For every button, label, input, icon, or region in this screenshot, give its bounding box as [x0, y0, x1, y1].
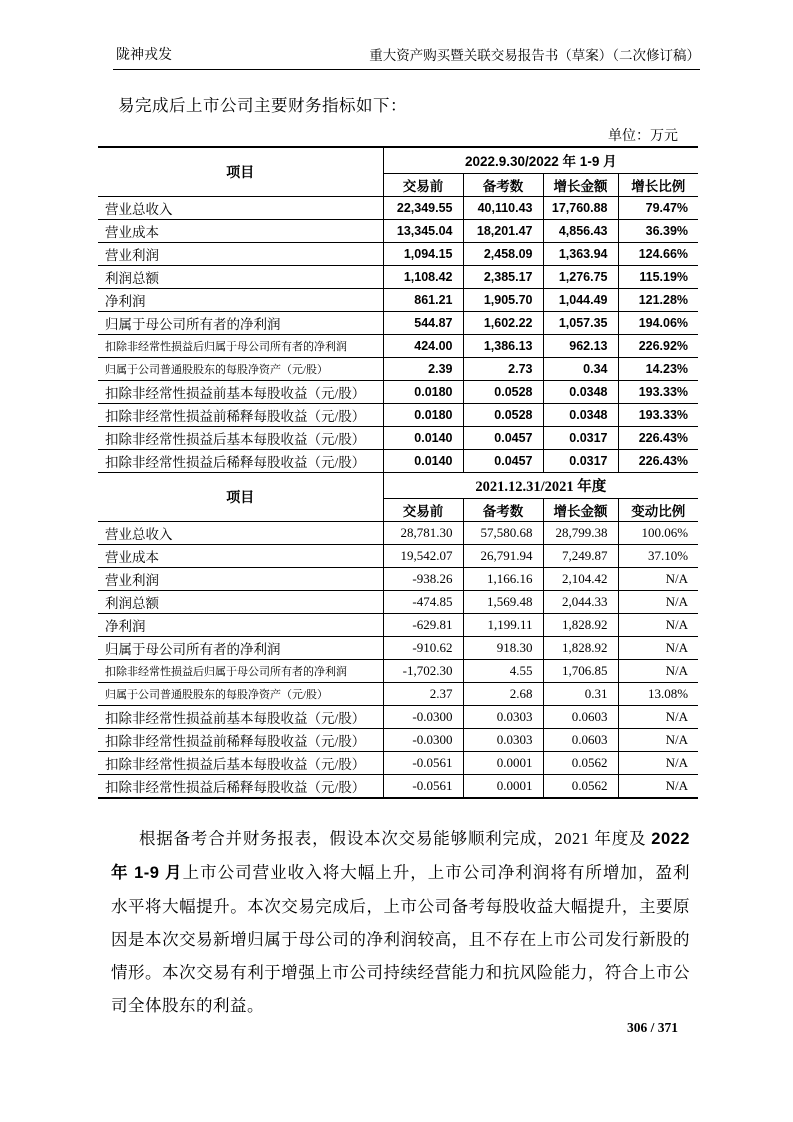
item-cell: 利润总额 [98, 265, 383, 288]
value-cell: -0.0300 [383, 706, 463, 729]
table-row [98, 729, 698, 752]
value-cell: N/A [618, 729, 698, 752]
item-cell: 利润总额 [98, 591, 383, 614]
item-cell: 营业总收入 [98, 522, 383, 545]
value-cell: 1,706.85 [543, 660, 618, 683]
value-cell: N/A [618, 706, 698, 729]
value-cell: 36.39% [618, 219, 698, 242]
value-cell: 40,110.43 [463, 196, 543, 219]
value-cell: -629.81 [383, 614, 463, 637]
value-cell: 121.28% [618, 288, 698, 311]
value-cell: 18,201.47 [463, 219, 543, 242]
value-cell: 0.0001 [463, 752, 543, 775]
paragraph-segment-bold: 2022 年 1-9 月 [111, 830, 690, 882]
value-cell: 226.43% [618, 449, 698, 472]
value-cell: 1,828.92 [543, 637, 618, 660]
value-cell: 2,458.09 [463, 242, 543, 265]
table-body [98, 522, 698, 798]
item-cell: 归属于母公司所有者的净利润 [98, 311, 383, 334]
paragraph-segment: 根据备考合并财务报表，假设本次交易能够顺利完成，2021 年度及 [139, 829, 652, 848]
value-cell: 193.33% [618, 403, 698, 426]
value-cell: -938.26 [383, 568, 463, 591]
column-header-cell: 交易前 [383, 173, 463, 196]
financial-table-2022 [98, 146, 698, 472]
value-cell: 100.06% [618, 522, 698, 545]
value-cell: 0.0603 [543, 706, 618, 729]
value-cell: 226.43% [618, 426, 698, 449]
value-cell: 1,108.42 [383, 265, 463, 288]
value-cell: N/A [618, 660, 698, 683]
table-row [98, 775, 698, 798]
value-cell: 544.87 [383, 311, 463, 334]
value-cell: 14.23% [618, 357, 698, 380]
value-cell: 0.0140 [383, 426, 463, 449]
value-cell: 0.0457 [463, 449, 543, 472]
table-header-row [98, 473, 698, 499]
table-row [98, 311, 698, 334]
table-row [98, 752, 698, 775]
value-cell: -0.0561 [383, 752, 463, 775]
value-cell: 1,166.16 [463, 568, 543, 591]
value-cell: 2.37 [383, 683, 463, 706]
value-cell: 13.08% [618, 683, 698, 706]
table-row [98, 637, 698, 660]
column-header-cell: 增长比例 [618, 173, 698, 196]
column-header-cell: 备考数 [463, 173, 543, 196]
item-cell: 营业利润 [98, 242, 383, 265]
item-cell: 扣除非经常性损益后基本每股收益（元/股） [98, 752, 383, 775]
value-cell: 79.47% [618, 196, 698, 219]
header-right-text: 重大资产购买暨关联交易报告书（草案）（二次修订稿） [369, 48, 700, 63]
page-number: 306 / 371 [626, 1020, 678, 1035]
value-cell: 0.0348 [543, 380, 618, 403]
period-header-cell: 2022.9.30/2022 年 1-9 月 [383, 147, 698, 173]
item-cell: 营业成本 [98, 219, 383, 242]
table-row [98, 545, 698, 568]
table-row [98, 265, 698, 288]
value-cell: 1,044.49 [543, 288, 618, 311]
item-cell: 净利润 [98, 614, 383, 637]
value-cell: 424.00 [383, 334, 463, 357]
value-cell: 0.0303 [463, 706, 543, 729]
value-cell: 1,569.48 [463, 591, 543, 614]
body-paragraph [111, 822, 690, 1022]
table-row [98, 449, 698, 472]
item-cell: 营业总收入 [98, 196, 383, 219]
intro-text: 易完成后上市公司主要财务指标如下： [118, 96, 407, 115]
item-cell: 归属于公司普通股股东的每股净资产（元/股） [98, 683, 383, 706]
table-row [98, 426, 698, 449]
item-cell: 净利润 [98, 288, 383, 311]
item-cell: 扣除非经常性损益后基本每股收益（元/股） [98, 426, 383, 449]
value-cell: 2.73 [463, 357, 543, 380]
column-header-cell: 备考数 [463, 499, 543, 522]
value-cell: 0.0140 [383, 449, 463, 472]
value-cell: 37.10% [618, 545, 698, 568]
value-cell: 0.0457 [463, 426, 543, 449]
value-cell: -1,702.30 [383, 660, 463, 683]
value-cell: 2,385.17 [463, 265, 543, 288]
column-header-cell: 增长金额 [543, 499, 618, 522]
item-cell: 扣除非经常性损益后归属于母公司所有者的净利润 [98, 334, 383, 357]
value-cell: 13,345.04 [383, 219, 463, 242]
value-cell: 1,276.75 [543, 265, 618, 288]
value-cell: 0.34 [543, 357, 618, 380]
paragraph-segment: 上市公司营业收入将大幅上升，上市公司净利润将有所增加，盈利水平将大幅提升。本次交易完成后，上市公司备考每股收益大幅提升，主要原因是本次交易新增归属于母公司的净利润较高，且不存在上市公司发行新股的情形。本次交易有利于增强上市公司持续经营能力和抗风险能力，符合上市公司全体股东的利益。 [111, 863, 690, 1015]
value-cell: 0.0562 [543, 752, 618, 775]
item-cell: 归属于母公司所有者的净利润 [98, 637, 383, 660]
column-header-cell: 变动比例 [618, 499, 698, 522]
value-cell: 28,781.30 [383, 522, 463, 545]
value-cell: 0.0603 [543, 729, 618, 752]
column-header-cell: 交易前 [383, 499, 463, 522]
value-cell: 4.55 [463, 660, 543, 683]
header-left-text: 陇神戎发 [116, 48, 172, 63]
table-row [98, 706, 698, 729]
item-cell: 营业利润 [98, 568, 383, 591]
value-cell: -0.0300 [383, 729, 463, 752]
page-header [113, 44, 700, 70]
item-cell: 扣除非经常性损益后稀释每股收益（元/股） [98, 449, 383, 472]
item-cell: 扣除非经常性损益前稀释每股收益（元/股） [98, 729, 383, 752]
value-cell: 7,249.87 [543, 545, 618, 568]
value-cell: -910.62 [383, 637, 463, 660]
value-cell: 2.68 [463, 683, 543, 706]
table-body [98, 196, 698, 472]
value-cell: 17,760.88 [543, 196, 618, 219]
value-cell: 26,791.94 [463, 545, 543, 568]
value-cell: 1,094.15 [383, 242, 463, 265]
value-cell: 2.39 [383, 357, 463, 380]
value-cell: N/A [618, 591, 698, 614]
value-cell: 861.21 [383, 288, 463, 311]
table-row [98, 334, 698, 357]
item-cell: 扣除非经常性损益前基本每股收益（元/股） [98, 706, 383, 729]
value-cell: 28,799.38 [543, 522, 618, 545]
value-cell: 0.0528 [463, 403, 543, 426]
value-cell: N/A [618, 568, 698, 591]
table-row [98, 380, 698, 403]
value-cell: 57,580.68 [463, 522, 543, 545]
table-row [98, 614, 698, 637]
value-cell: 1,057.35 [543, 311, 618, 334]
item-cell: 扣除非经常性损益后归属于母公司所有者的净利润 [98, 660, 383, 683]
table-row [98, 683, 698, 706]
value-cell: 0.31 [543, 683, 618, 706]
item-header-cell: 项目 [98, 147, 383, 196]
table-row [98, 288, 698, 311]
value-cell: 4,856.43 [543, 219, 618, 242]
value-cell: 0.0348 [543, 403, 618, 426]
value-cell: 19,542.07 [383, 545, 463, 568]
value-cell: 0.0180 [383, 403, 463, 426]
value-cell: 115.19% [618, 265, 698, 288]
value-cell: 0.0317 [543, 426, 618, 449]
table-row [98, 219, 698, 242]
item-header-cell: 项目 [98, 473, 383, 522]
value-cell: 1,602.22 [463, 311, 543, 334]
value-cell: 0.0303 [463, 729, 543, 752]
value-cell: 1,905.70 [463, 288, 543, 311]
value-cell: 918.30 [463, 637, 543, 660]
table-row [98, 660, 698, 683]
table-row [98, 522, 698, 545]
unit-label: 单位：万元 [608, 129, 678, 144]
table-row [98, 403, 698, 426]
financial-table-2021 [98, 472, 698, 799]
value-cell: 226.92% [618, 334, 698, 357]
item-cell: 扣除非经常性损益后稀释每股收益（元/股） [98, 775, 383, 798]
value-cell: 0.0180 [383, 380, 463, 403]
column-header-cell: 增长金额 [543, 173, 618, 196]
value-cell: N/A [618, 614, 698, 637]
value-cell: 0.0317 [543, 449, 618, 472]
value-cell: 0.0528 [463, 380, 543, 403]
value-cell: 962.13 [543, 334, 618, 357]
period-header-cell: 2021.12.31/2021 年度 [383, 473, 698, 499]
item-cell: 扣除非经常性损益前基本每股收益（元/股） [98, 380, 383, 403]
item-cell: 归属于公司普通股股东的每股净资产（元/股） [98, 357, 383, 380]
table-row [98, 196, 698, 219]
value-cell: 1,199.11 [463, 614, 543, 637]
value-cell: 0.0562 [543, 775, 618, 798]
value-cell: 1,363.94 [543, 242, 618, 265]
item-cell: 扣除非经常性损益前稀释每股收益（元/股） [98, 403, 383, 426]
value-cell: 0.0001 [463, 775, 543, 798]
value-cell: N/A [618, 637, 698, 660]
value-cell: -0.0561 [383, 775, 463, 798]
item-cell: 营业成本 [98, 545, 383, 568]
table-row [98, 357, 698, 380]
value-cell: -474.85 [383, 591, 463, 614]
value-cell: 2,044.33 [543, 591, 618, 614]
value-cell: N/A [618, 752, 698, 775]
table-header-row [98, 147, 698, 173]
value-cell: 193.33% [618, 380, 698, 403]
table-row [98, 591, 698, 614]
value-cell: 194.06% [618, 311, 698, 334]
table-row [98, 568, 698, 591]
value-cell: N/A [618, 775, 698, 798]
value-cell: 124.66% [618, 242, 698, 265]
value-cell: 1,386.13 [463, 334, 543, 357]
table-row [98, 242, 698, 265]
value-cell: 2,104.42 [543, 568, 618, 591]
value-cell: 22,349.55 [383, 196, 463, 219]
financial-tables [98, 146, 698, 799]
value-cell: 1,828.92 [543, 614, 618, 637]
